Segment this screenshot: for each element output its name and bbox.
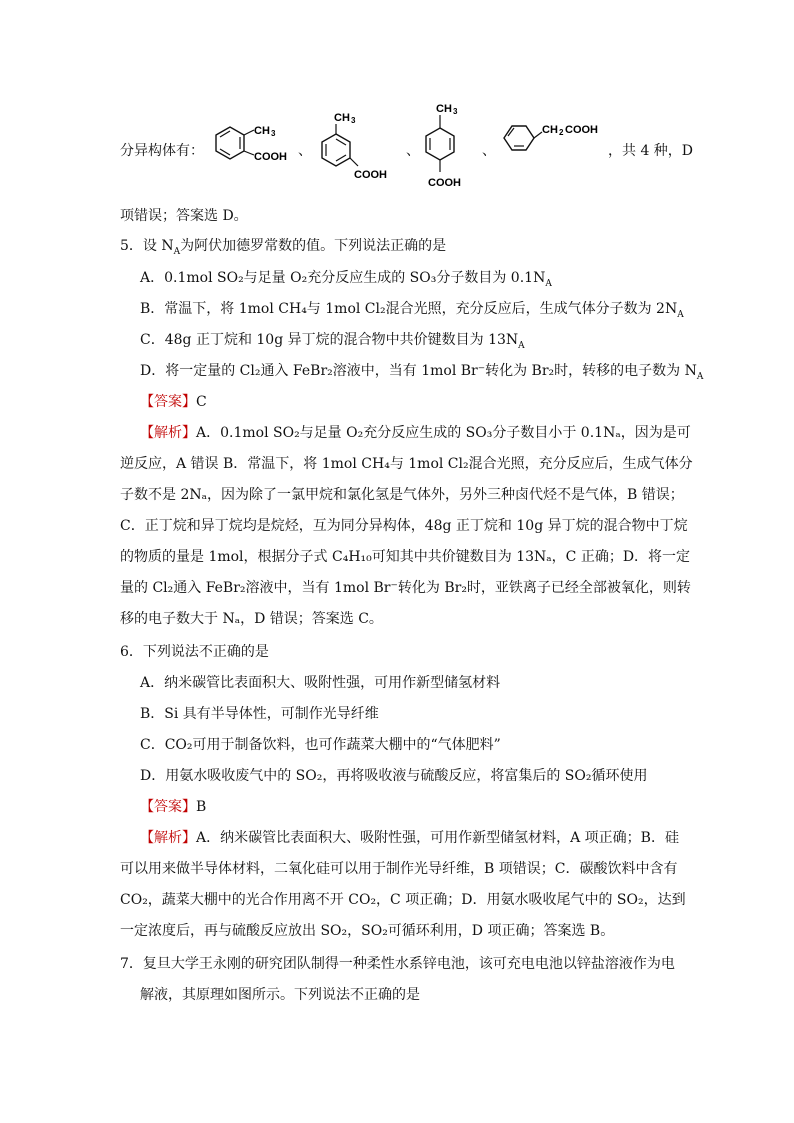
s1-group-text: COOH: [254, 151, 287, 163]
prev-answer-end: 项错误；答案选 D。: [120, 208, 248, 224]
q6-option-b: B．Si 具有半导体性，可制作光导纤维: [140, 706, 379, 722]
q6-analysis-line-2: 可以用来做半导体材料，二氧化硅可以用于制作光导纤维，B 项错误；C．碳酸饮料中含有: [120, 861, 678, 877]
isomer-suffix-text: ，共 4 种，D: [608, 143, 694, 159]
s3-sub-num: 3: [453, 107, 458, 116]
s3-sub-text: CH: [436, 103, 452, 115]
q5-option-b: B．常温下，将 1mol CH₄与 1mol Cl₂混合光照，充分反应后，生成气体分子数为 $2N_A$: [140, 301, 684, 320]
s4-group-num: 2: [559, 128, 564, 137]
structure-p-methylbenzoic-acid: [416, 100, 486, 204]
structure-phenylacetic-acid: [494, 118, 612, 172]
q6-analysis-line-3: CO₂，蔬菜大棚中的光合作用离不开 CO₂，C 项正确；D．用氨水吸收尾气中的 SO₂，达到: [120, 892, 686, 908]
q5-analysis-line-3: 子数不是 2Nₐ，因为除了一氯甲烷和氯化氢是气体外，另外三种卤代烃不是气体，B 错误；: [120, 487, 684, 503]
q6-option-c: C．CO₂可用于制备饮料，也可作蔬菜大棚中的“气体肥料”: [140, 737, 501, 753]
q6-analysis-line-1: 【解析】A．纳米碳管比表面积大、吸附性强，可用作新型储氢材料，A 项正确；B．硅: [140, 830, 679, 846]
s3-group-text: COOH: [428, 177, 461, 189]
s1-sub-text: CH: [254, 125, 270, 137]
q5-option-d: D．将一定量的 Cl₂通入 FeBr₂溶液中，当有 1mol Br⁻转化为 Br₂时，转移的电子数为 $N_A$: [140, 363, 704, 382]
q7-stem-line-1: 7．复旦大学王永刚的研究团队制得一种柔性水系锌电池，该可充电电池以锌盐溶液作为电: [120, 956, 675, 972]
q5-analysis-line-1: 【解析】A．0.1mol SO₂与足量 O₂充分反应生成的 SO₃分子数目小于 0.1Nₐ，因为是可: [140, 425, 691, 441]
q5-analysis-line-4: C．正丁烷和异丁烷均是烷烃，互为同分异构体，48g 正丁烷和 10g 异丁烷的混合物中丁烷: [120, 518, 688, 534]
q5-option-c: C．48g 正丁烷和 10g 异丁烷的混合物中共价键数目为 $13N_A$: [140, 332, 525, 351]
s2-sub-num: 3: [351, 116, 356, 125]
isomer-structures-row: [120, 100, 720, 200]
q5-analysis-line-7: 移的电子数大于 Nₐ，D 错误；答案选 C。: [120, 611, 383, 627]
s4-group2-text: COOH: [565, 124, 598, 136]
q5-analysis-line-2: 逆反应，A 错误 B．常温下，将 1mol CH₄与 1mol Cl₂混合光照，充分反应后，生成气体分: [120, 456, 693, 472]
q5-answer: 【答案】C: [140, 394, 207, 410]
q6-option-a: A．纳米碳管比表面积大、吸附性强，可用作新型储氢材料: [140, 675, 501, 691]
structure-o-methylbenzoic-acid: [204, 120, 304, 184]
q7-stem-line-2: 解液，其原理如图所示。下列说法不正确的是: [140, 987, 420, 1003]
separator-1: 、: [298, 143, 312, 159]
q5-option-a: A．0.1mol SO₂与足量 O₂充分反应生成的 SO₃分子数目为 $0.1N_A$: [140, 270, 552, 289]
s2-group-text: COOH: [354, 169, 387, 181]
q6-option-d: D．用氨水吸收废气中的 SO₂，再将吸收液与硫酸反应，将富集后的 SO₂循环使用: [140, 768, 648, 784]
isomer-prefix-text: 分异构体有：: [120, 143, 204, 159]
q5-stem: 5．设 $N_A$为阿伏加德罗常数的值。下列说法正确的是: [120, 238, 447, 257]
s2-sub-text: CH: [334, 112, 350, 124]
structure-m-methylbenzoic-acid: [310, 108, 410, 192]
separator-3: 、: [482, 143, 496, 159]
q6-analysis-line-4: 一定浓度后，再与硫酸反应放出 SO₂，SO₂可循环利用，D 项正确；答案选 B。: [120, 923, 615, 939]
s1-sub-num: 3: [271, 129, 276, 138]
separator-2: 、: [406, 143, 420, 159]
q6-stem: 6．下列说法不正确的是: [120, 644, 269, 660]
q6-answer: 【答案】B: [140, 799, 207, 815]
q5-analysis-line-6: 量的 Cl₂通入 FeBr₂溶液中，当有 1mol Br⁻转化为 Br₂时，亚铁离子已经全部被氧化，则转: [120, 580, 691, 596]
s4-group-text: CH: [542, 124, 558, 136]
q5-analysis-line-5: 的物质的量是 1mol，根据分子式 C₄H₁₀可知其中共价键数目为 13Nₐ，C 正确；D．将一定: [120, 549, 691, 565]
